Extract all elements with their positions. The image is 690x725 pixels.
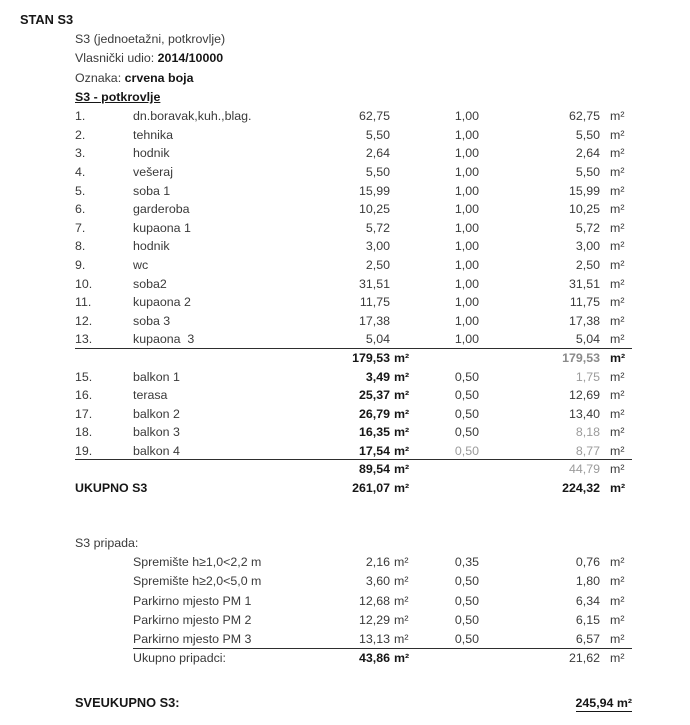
- table-row: [75, 553, 632, 572]
- table-row: [75, 368, 632, 387]
- result-unit: m²: [600, 442, 632, 461]
- row-name: [133, 349, 310, 368]
- area-unit: m²: [390, 442, 414, 461]
- table-row: [75, 386, 632, 405]
- row-number: 10.: [75, 276, 93, 291]
- coefficient-value: 1,00: [454, 257, 479, 272]
- subtotal-result-unit: m²: [610, 350, 626, 365]
- row-number: 16.: [75, 388, 93, 403]
- annex-total-area-unit: m²: [394, 651, 410, 666]
- table-row: [75, 592, 632, 611]
- result-unit: m²: [610, 554, 625, 569]
- area-unit: [390, 330, 414, 349]
- room-name: dn.boravak,kuh.,blag.: [133, 109, 252, 124]
- area-unit: m²: [394, 406, 410, 421]
- coefficient-value: 0,50: [454, 425, 479, 440]
- table-row: [75, 611, 632, 630]
- result-unit: m²: [610, 574, 625, 589]
- annex-heading: S3 pripada:: [75, 535, 139, 550]
- area-unit: [390, 256, 414, 275]
- result-unit: m²: [610, 220, 625, 235]
- floor-section-title: S3 - potkrovlje: [75, 89, 161, 104]
- area-unit: [390, 312, 414, 331]
- row-number: 8.: [75, 239, 86, 254]
- result-value: 3,00: [575, 239, 600, 254]
- annex-total-result-value: 21,62: [568, 651, 600, 666]
- area-value: 5,04: [310, 330, 390, 349]
- row-number: [75, 460, 133, 479]
- subtotal-area-value: 179,53: [352, 350, 390, 365]
- page-title: STAN S3: [20, 12, 74, 27]
- coefficient-value: 1,00: [414, 330, 479, 349]
- row-number: [75, 649, 133, 668]
- floor-section-heading: [75, 88, 690, 107]
- table-row: [75, 200, 632, 219]
- area-value: 10,25: [358, 202, 390, 217]
- area-value: 12,68: [358, 593, 390, 608]
- result-value: 6,34: [575, 593, 600, 608]
- result-unit: m²: [610, 369, 625, 384]
- row-number: [75, 349, 133, 368]
- result-value: 6,15: [575, 612, 600, 627]
- table-row: [75, 163, 632, 182]
- row-number: 4.: [75, 164, 86, 179]
- coefficient-value: 1,00: [454, 313, 479, 328]
- table-row: [75, 572, 632, 591]
- table-row: [75, 107, 632, 126]
- result-value: 1,80: [575, 574, 600, 589]
- result-unit: m²: [610, 164, 625, 179]
- result-value: 2,50: [575, 257, 600, 272]
- room-name: garderoba: [133, 202, 190, 217]
- table-row: [75, 330, 632, 349]
- area-value: 5,50: [365, 127, 390, 142]
- room-name: balkon 1: [133, 369, 180, 384]
- result-unit: m²: [610, 388, 625, 403]
- row-number: 5.: [75, 183, 86, 198]
- row-number: 11.: [75, 295, 92, 310]
- row-number: [75, 630, 133, 649]
- table-row: [75, 405, 632, 424]
- area-value: 15,99: [358, 183, 390, 198]
- area-value: 16,35: [358, 425, 390, 440]
- room-name: soba 3: [133, 313, 171, 328]
- ownership-line: [75, 49, 690, 68]
- row-number: 6.: [75, 202, 86, 217]
- designation-value: crvena boja: [124, 70, 194, 85]
- area-unit: [390, 275, 414, 294]
- result-value: 31,51: [568, 276, 600, 291]
- result-value: 5,72: [575, 220, 600, 235]
- total-label: UKUPNO S3: [75, 481, 148, 496]
- result-unit: m²: [610, 276, 625, 291]
- coefficient-value: 0,50: [414, 630, 479, 649]
- subtotal-result-unit: m²: [610, 462, 625, 477]
- room-name: wc: [133, 257, 149, 272]
- room-rows: [75, 107, 632, 349]
- annex-total-label: Ukupno pripadci:: [133, 651, 226, 666]
- room-name: soba2: [133, 276, 167, 291]
- row-number: 3.: [75, 146, 86, 161]
- coefficient-value: 0,50: [454, 406, 479, 421]
- row-number: 17.: [75, 406, 93, 421]
- table-row: [75, 442, 632, 461]
- room-name: terasa: [133, 388, 168, 403]
- area-unit: m²: [394, 574, 409, 589]
- room-name: Parkirno mjesto PM 3: [133, 630, 310, 649]
- row-number: 15.: [75, 369, 93, 384]
- result-unit: m²: [600, 330, 632, 349]
- result-unit: m²: [610, 295, 625, 310]
- result-unit: m²: [610, 612, 625, 627]
- coefficient-value: 0,50: [414, 442, 479, 461]
- room-name: Spremište h≥2,0<5,0 m: [133, 574, 262, 589]
- area-value: 5,50: [365, 164, 390, 179]
- coefficient-value: 0,50: [454, 369, 479, 384]
- result-value: 62,75: [568, 109, 600, 124]
- room-name: balkon 2: [133, 406, 180, 421]
- area-unit: m²: [394, 388, 410, 403]
- room-name: kupaona 2: [133, 295, 191, 310]
- grand-total-label: SVEUKUPNO S3:: [75, 694, 180, 710]
- subtotal-area-unit: m²: [394, 350, 410, 365]
- result-value: 8,18: [575, 425, 600, 440]
- table-row: [75, 237, 632, 256]
- area-unit: [390, 237, 414, 256]
- coefficient-value: 1,00: [454, 164, 479, 179]
- coefficient-value: 0,50: [454, 612, 479, 627]
- room-name: Parkirno mjesto PM 1: [133, 593, 252, 608]
- result-unit: m²: [610, 127, 625, 142]
- area-unit: [390, 182, 414, 201]
- result-value: 11,75: [569, 295, 600, 310]
- total-area-unit: m²: [394, 481, 410, 496]
- ownership-label: Vlasnički udio:: [75, 51, 155, 66]
- room-name: vešeraj: [133, 164, 173, 179]
- room-name: kupaona 1: [133, 220, 191, 235]
- coefficient-value: 1,00: [454, 239, 479, 254]
- area-value: 62,75: [358, 109, 390, 124]
- total-result-value: 224,32: [562, 481, 600, 496]
- coefficient-value: 1,00: [454, 183, 479, 198]
- coefficient-value: [414, 649, 479, 668]
- area-unit: [390, 200, 414, 219]
- area-unit: [390, 144, 414, 163]
- area-unit: [390, 219, 414, 238]
- result-unit: m²: [610, 425, 625, 440]
- result-unit: m²: [610, 313, 625, 328]
- annex-total-row: [75, 649, 632, 668]
- room-name: tehnika: [133, 127, 173, 142]
- area-value: 26,79: [358, 406, 390, 421]
- designation-label: Oznaka:: [75, 70, 122, 85]
- area-unit: [390, 126, 414, 145]
- result-value: 1,75: [575, 369, 600, 384]
- coefficient-value: [414, 479, 479, 498]
- area-unit: m²: [394, 593, 409, 608]
- area-value: 3,49: [365, 369, 390, 384]
- area-value: 2,64: [365, 146, 390, 161]
- annex-total-area-value: 43,86: [358, 651, 390, 666]
- grand-total-value: 245,94 m²: [575, 695, 632, 710]
- area-unit: [390, 293, 414, 312]
- table-row: [75, 219, 632, 238]
- result-value: 15,99: [568, 183, 600, 198]
- coefficient-value: 1,00: [454, 295, 479, 310]
- row-name: [133, 460, 310, 479]
- area-value: 2,50: [365, 257, 390, 272]
- total-row-s3: [75, 479, 632, 498]
- table-row: [75, 256, 632, 275]
- result-unit: m²: [610, 593, 625, 608]
- grand-total-row: [75, 695, 632, 712]
- table-row: [75, 293, 632, 312]
- area-value: 17,54: [310, 442, 390, 461]
- result-unit: m²: [610, 406, 625, 421]
- result-unit: m²: [610, 183, 625, 198]
- table-row: [75, 275, 632, 294]
- area-value: 12,29: [358, 612, 390, 627]
- area-unit: m²: [394, 369, 410, 384]
- result-value: 12,69: [568, 388, 600, 403]
- subtotal-result-value: 179,53: [562, 350, 600, 365]
- designation-line: [75, 69, 690, 88]
- row-number: 18.: [75, 425, 93, 440]
- area-unit: [390, 163, 414, 182]
- table-row: [75, 630, 632, 649]
- coefficient-value: 0,50: [454, 388, 479, 403]
- room-name: balkon 3: [133, 425, 180, 440]
- area-unit: m²: [394, 612, 409, 627]
- row-number: [75, 592, 133, 611]
- result-value: 5,50: [575, 127, 600, 142]
- coefficient-value: 1,00: [454, 109, 479, 124]
- result-unit: m²: [610, 257, 625, 272]
- result-value: 2,64: [575, 146, 600, 161]
- result-unit: m²: [610, 146, 625, 161]
- area-value: 13,13: [310, 630, 390, 649]
- total-result-unit: m²: [610, 481, 626, 496]
- table-row: [75, 182, 632, 201]
- area-unit: m²: [394, 425, 410, 440]
- row-number: 2.: [75, 127, 86, 142]
- coefficient-value: 1,00: [454, 220, 479, 235]
- area-value: 17,38: [358, 313, 390, 328]
- room-name: hodnik: [133, 239, 170, 254]
- result-value: 8,77: [479, 442, 600, 461]
- area-unit: m²: [394, 554, 409, 569]
- balcony-rows: [75, 368, 632, 461]
- subtotal-row-balcony: [75, 460, 632, 479]
- coefficient-value: 1,00: [454, 127, 479, 142]
- annex-total-result-unit: m²: [610, 651, 625, 666]
- room-name: balkon 4: [133, 442, 310, 461]
- subtotal-row-upper: [75, 349, 632, 368]
- area-value: 11,75: [359, 295, 390, 310]
- result-unit: m²: [600, 630, 632, 649]
- area-unit: m²: [390, 630, 414, 649]
- result-value: 6,57: [479, 630, 600, 649]
- row-number: [75, 553, 133, 572]
- room-name: soba 1: [133, 183, 171, 198]
- result-value: 5,50: [575, 164, 600, 179]
- row-number: 9.: [75, 257, 86, 272]
- area-value: 3,00: [365, 239, 390, 254]
- area-value: 2,16: [365, 554, 390, 569]
- coefficient-value: 0,50: [454, 574, 479, 589]
- annex-rows: [75, 553, 632, 649]
- subtotal-result-value: 44,79: [568, 462, 600, 477]
- table-row: [75, 423, 632, 442]
- coefficient-value: [414, 349, 479, 368]
- area-value: 25,37: [358, 388, 390, 403]
- area-value: 31,51: [358, 276, 390, 291]
- room-table: [75, 107, 632, 497]
- row-number: 12.: [75, 313, 93, 328]
- subtotal-area-unit: m²: [394, 462, 410, 477]
- result-value: 13,40: [568, 406, 600, 421]
- row-number: 13.: [75, 330, 133, 349]
- room-name: kupaona 3: [133, 330, 310, 349]
- room-name: Spremište h≥1,0<2,2 m: [133, 554, 262, 569]
- coefficient-value: 1,00: [454, 276, 479, 291]
- room-name: Parkirno mjesto PM 2: [133, 612, 252, 627]
- coefficient-value: 0,35: [454, 554, 479, 569]
- result-value: 5,04: [479, 330, 600, 349]
- result-value: 17,38: [568, 313, 600, 328]
- area-unit: [390, 107, 414, 126]
- row-number: 7.: [75, 220, 86, 235]
- result-value: 0,76: [575, 554, 600, 569]
- coefficient-value: 1,00: [454, 146, 479, 161]
- row-number: [75, 611, 133, 630]
- row-number: 19.: [75, 442, 133, 461]
- row-number: 1.: [75, 109, 86, 124]
- result-value: 10,25: [568, 202, 600, 217]
- ownership-value: 2014/10000: [157, 51, 224, 66]
- coefficient-value: 0,50: [454, 593, 479, 608]
- apartment-subtitle: S3 (jednoetažni, potkrovlje): [75, 32, 226, 46]
- result-unit: m²: [610, 239, 625, 254]
- room-name: hodnik: [133, 146, 170, 161]
- table-row: [75, 126, 632, 145]
- result-unit: m²: [610, 202, 625, 217]
- table-row: [75, 312, 632, 331]
- total-area-value: 261,07: [352, 481, 390, 496]
- row-number: [75, 572, 133, 591]
- result-unit: m²: [610, 109, 625, 124]
- table-row: [75, 144, 632, 163]
- coefficient-value: [414, 460, 479, 479]
- coefficient-value: 1,00: [454, 202, 479, 217]
- area-value: 5,72: [365, 220, 390, 235]
- annex-table: [75, 553, 632, 669]
- area-value: 3,60: [365, 574, 390, 589]
- subtotal-area-value: 89,54: [358, 462, 390, 477]
